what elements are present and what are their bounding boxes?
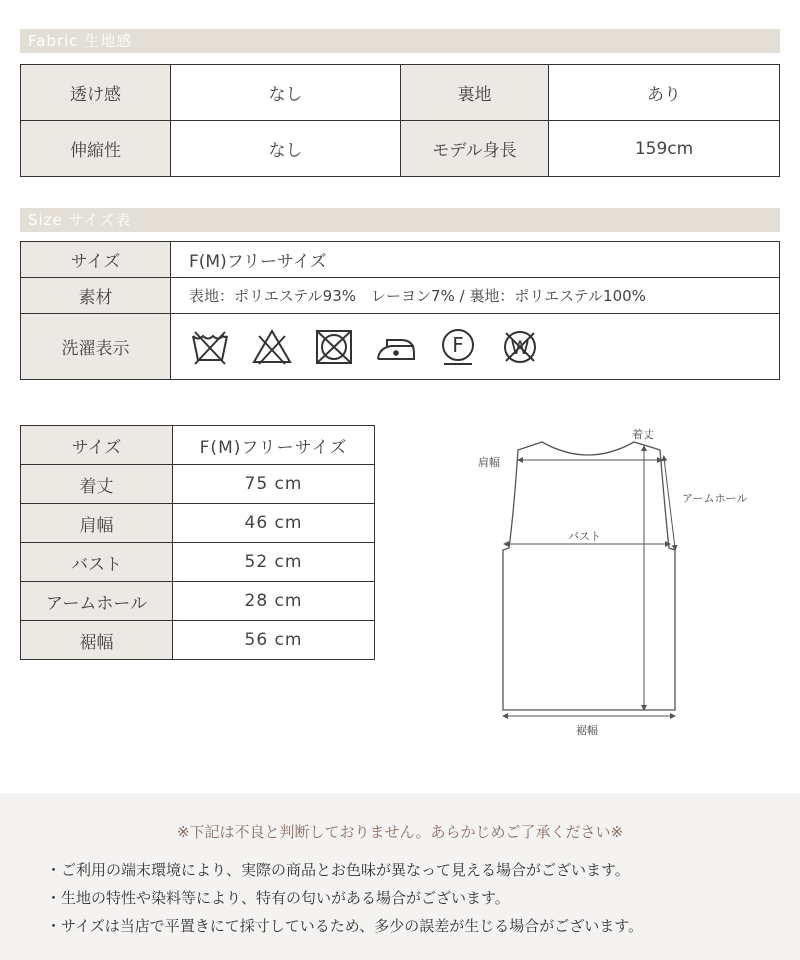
fabric-section-title: Fabric 生地感: [20, 29, 780, 53]
table-row: [21, 582, 375, 621]
notes-panel: [0, 793, 800, 960]
care-label: 洗濯表示: [21, 314, 171, 380]
table-row: [21, 121, 780, 177]
no-wet-clean-icon: [499, 326, 541, 368]
iron-low-icon: [375, 326, 417, 368]
lining-label: 裏地: [401, 65, 549, 121]
table-row: [21, 504, 375, 543]
svg-text:W: W: [510, 336, 530, 359]
size-value: F(M)フリーサイズ: [171, 242, 780, 278]
material-value: 表地：ポリエステル93% レーヨン7% / 裏地：ポリエステル100%: [171, 278, 780, 314]
hem-value: 56 cm: [173, 621, 375, 660]
no-bleach-icon: [251, 326, 293, 368]
armhole-value: 28 cm: [173, 582, 375, 621]
diagram-bust-label: バスト: [568, 530, 601, 543]
garment-diagram: [470, 420, 780, 750]
bust-label: バスト: [21, 543, 173, 582]
dry-clean-f-icon: [437, 326, 479, 368]
length-label: 着丈: [21, 465, 173, 504]
svg-text:F: F: [452, 332, 464, 357]
model-height-label: モデル身長: [401, 121, 549, 177]
material-label: 素材: [21, 278, 171, 314]
diagram-hem-label: 裾幅: [576, 724, 598, 737]
table-row: [21, 543, 375, 582]
size-section-title: Size サイズ表: [20, 208, 780, 232]
sheerness-value: なし: [171, 65, 401, 121]
notes-title: ※下記は不良と判断しておりません。あらかじめご了承ください※: [176, 823, 624, 841]
diagram-shoulder-label: 肩幅: [478, 456, 500, 469]
sheerness-label: 透け感: [21, 65, 171, 121]
armhole-label: アームホール: [21, 582, 173, 621]
diagram-length-label: 着丈: [632, 428, 654, 441]
table-row: [21, 314, 780, 380]
lining-value: あり: [549, 65, 780, 121]
shoulder-label: 肩幅: [21, 504, 173, 543]
no-washing-icon: [189, 326, 231, 368]
garment-outline: [470, 420, 780, 750]
shoulder-value: 46 cm: [173, 504, 375, 543]
size-table: [20, 425, 375, 660]
size-table-header-value: F(M)フリーサイズ: [173, 426, 375, 465]
note-line: ・生地の特性や染料等により、特有の匂いがある場合がございます。: [46, 889, 510, 907]
stretch-value: なし: [171, 121, 401, 177]
table-row: [21, 426, 375, 465]
size-table-header-label: サイズ: [21, 426, 173, 465]
table-row: [21, 242, 780, 278]
diagram-armhole-label: アームホール: [682, 492, 748, 505]
hem-label: 裾幅: [21, 621, 173, 660]
fabric-table: [20, 64, 780, 177]
bust-value: 52 cm: [173, 543, 375, 582]
care-icons: [189, 326, 779, 368]
no-tumble-dry-icon: [313, 326, 355, 368]
care-icons-cell: [171, 314, 780, 380]
model-height-value: 159cm: [549, 121, 780, 177]
size-info-table: [20, 241, 780, 380]
note-line: ・サイズは当店で平置きにて採寸しているため、多少の誤差が生じる場合がございます。: [46, 917, 644, 935]
note-line: ・ご利用の端末環境により、実際の商品とお色味が異なって見える場合がございます。: [46, 861, 630, 879]
length-value: 75 cm: [173, 465, 375, 504]
table-row: [21, 65, 780, 121]
table-row: [21, 278, 780, 314]
stretch-label: 伸縮性: [21, 121, 171, 177]
size-label: サイズ: [21, 242, 171, 278]
table-row: [21, 465, 375, 504]
table-row: [21, 621, 375, 660]
